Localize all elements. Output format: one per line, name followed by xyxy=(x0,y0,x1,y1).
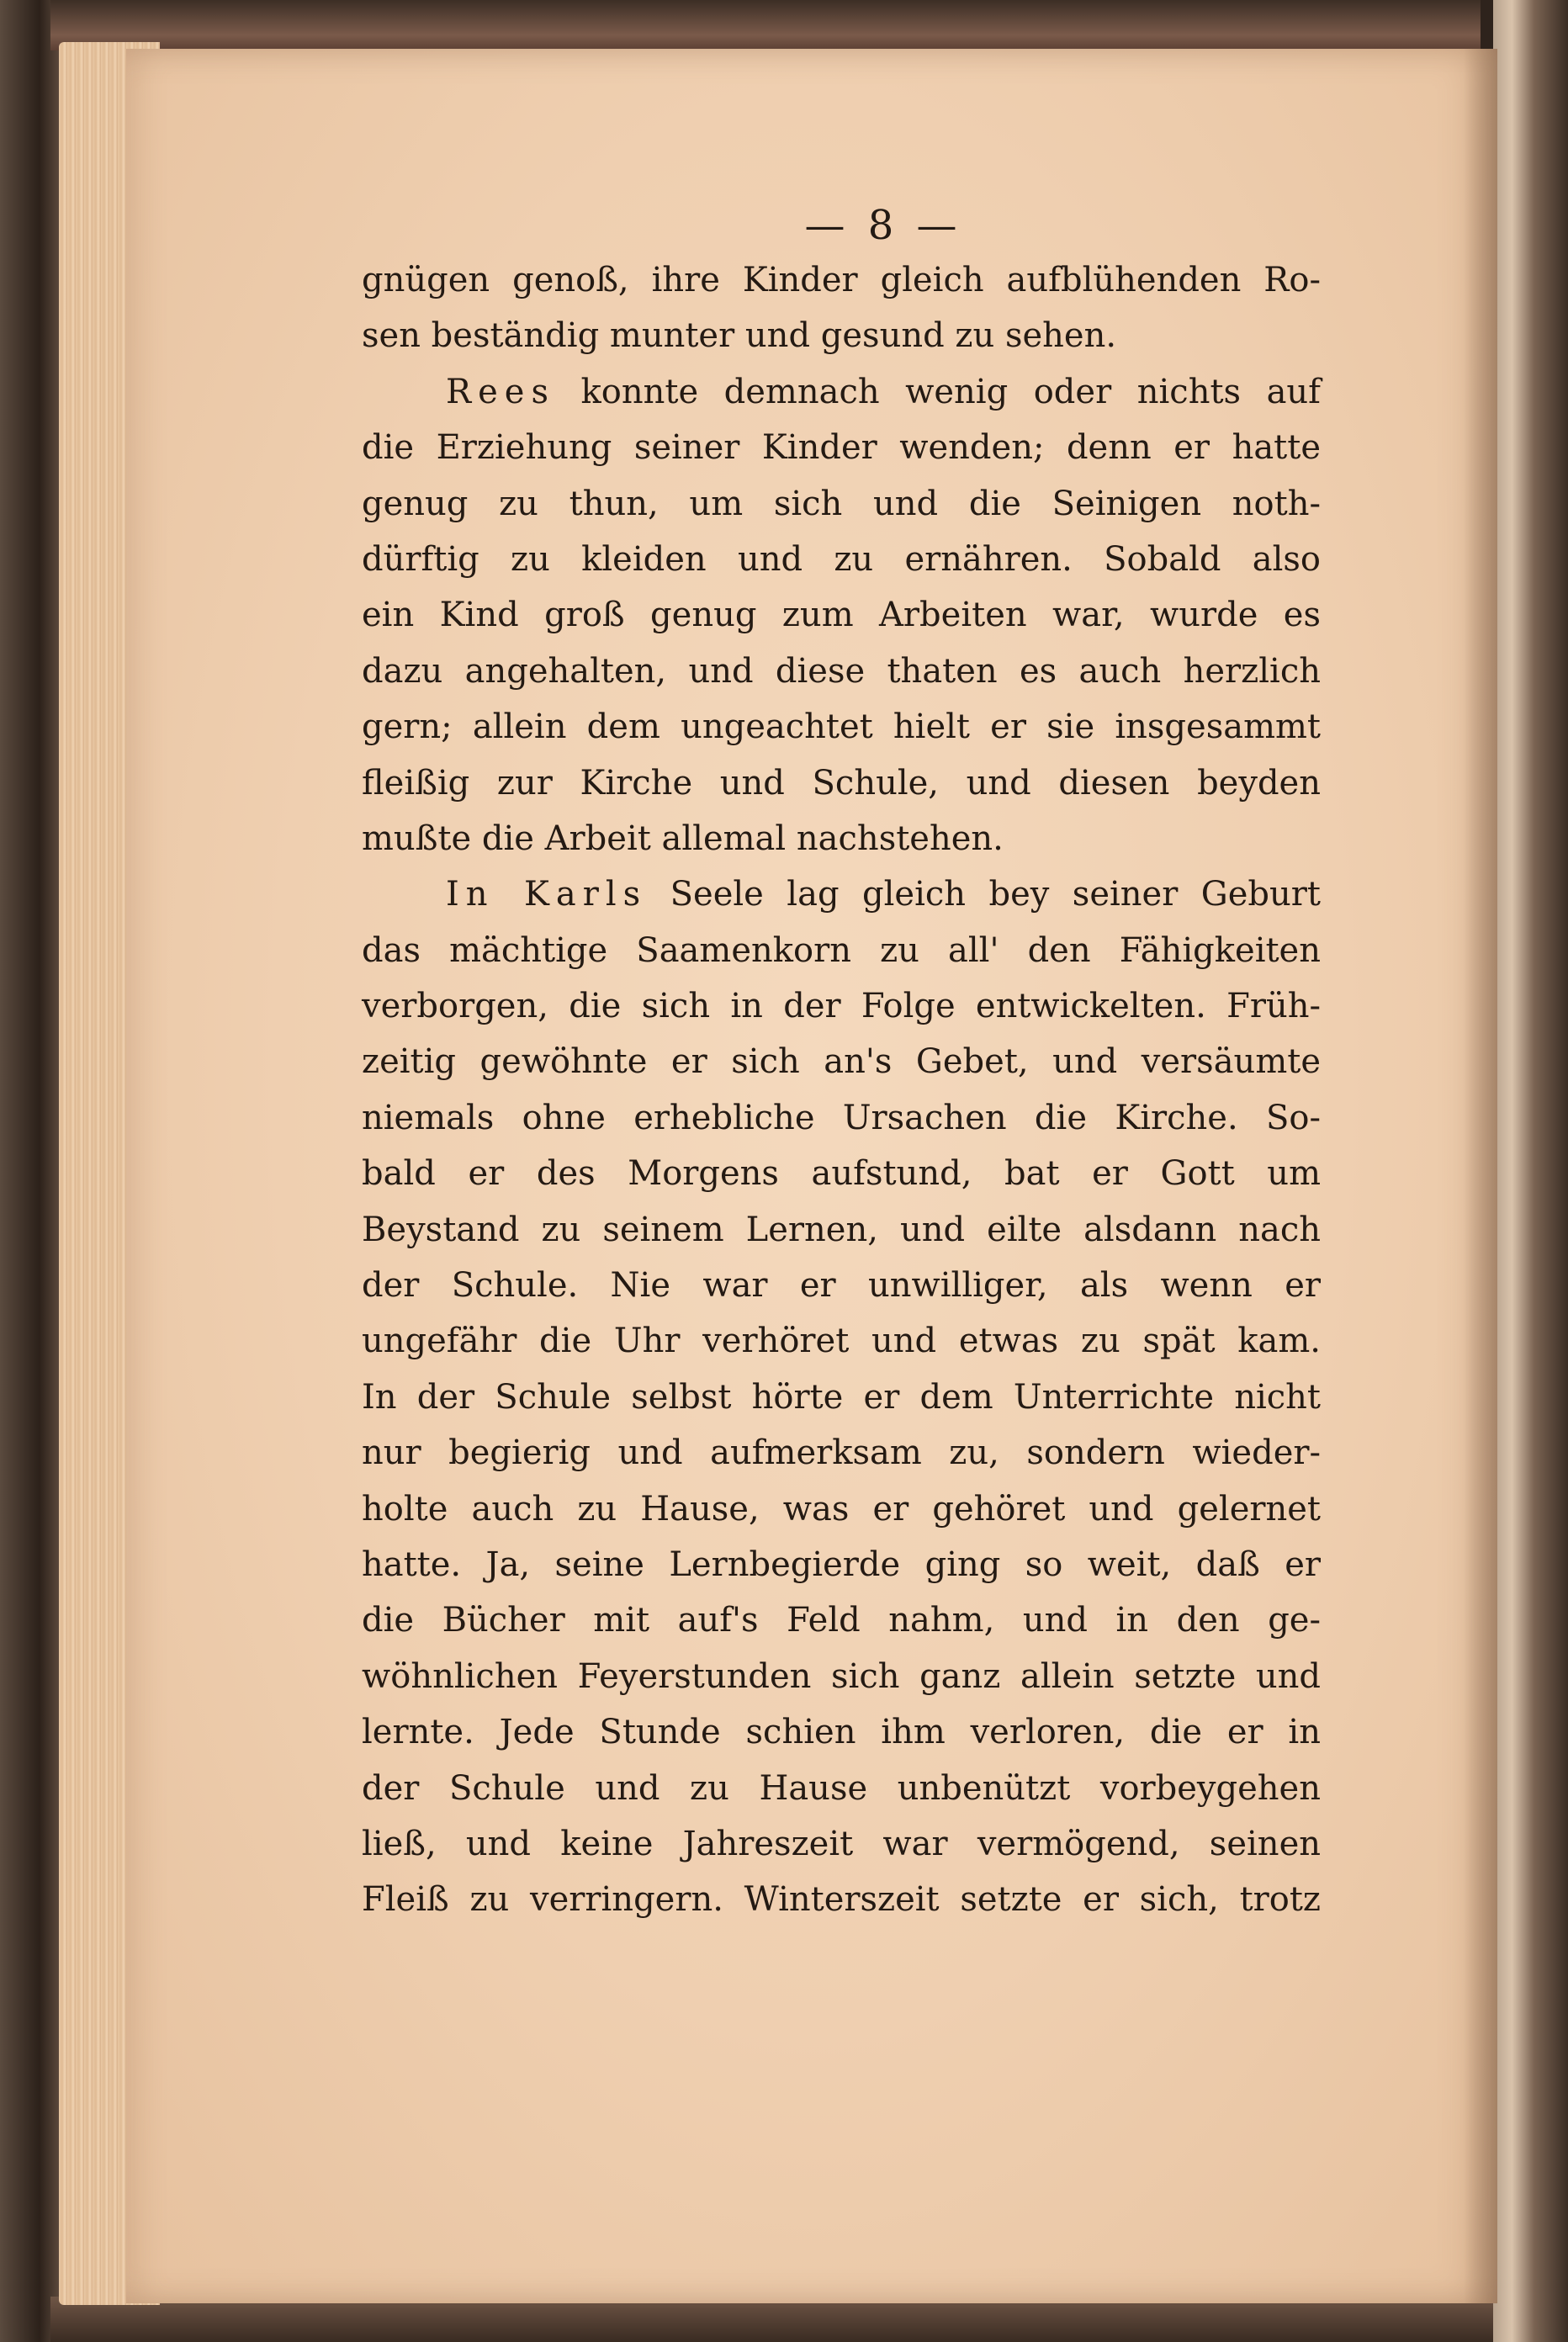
text-line-4: die Erziehung seiner Kinder wenden; denn er hatte xyxy=(362,428,1321,468)
text-line-12: In Karls Seele lag gleich bey seiner Geburt xyxy=(446,875,1321,914)
text-line-21: In der Schule selbst hörte er dem Unterrichte nicht xyxy=(362,1377,1321,1417)
text-line-9: gern; allein dem ungeachtet hielt er sie insgesammt xyxy=(362,707,1321,747)
text-line-1: gnügen genoß, ihre Kinder gleich aufblühenden Ro- xyxy=(362,261,1321,299)
text-line-13: das mächtige Saamenkorn zu all' den Fähigkeiten xyxy=(362,930,1321,970)
book-spine-right xyxy=(1493,0,1568,2342)
text-line-22: nur begierig und aufmerksam zu, sondern wieder- xyxy=(362,1433,1321,1473)
text-line-7: ein Kind groß genug zum Arbeiten war, wurde es xyxy=(362,596,1321,635)
text-line-17: bald er des Morgens aufstund, bat er Gott um xyxy=(362,1154,1321,1194)
name-karls: In Karls xyxy=(446,875,648,914)
text-line-20: ungefähr die Uhr verhöret und etwas zu spät kam. xyxy=(362,1322,1321,1361)
page-number: — 8 — xyxy=(804,202,962,249)
book-cover-left-edge xyxy=(0,0,66,2342)
text-line-14: verborgen, die sich in der Folge entwickelten. Früh- xyxy=(362,987,1321,1026)
text-line-5: genug zu thun, um sich und die Seinigen noth- xyxy=(362,484,1321,523)
text-line-26: wöhnlichen Feyerstunden sich ganz allein setzte und xyxy=(362,1656,1321,1696)
text-line-8: dazu angehalten, und diese thaten es auch herzlich xyxy=(362,651,1321,691)
text-line-11: mußte die Arbeit allemal nachstehen. xyxy=(362,819,1004,858)
text-line-18: Beystand zu seinem Lernen, und eilte alsdann nach xyxy=(362,1210,1321,1249)
text-line-6: dürftig zu kleiden und zu ernähren. Sobald also xyxy=(362,539,1321,579)
text-line-30: Fleiß zu verringern. Winterszeit setzte er sich, trotz xyxy=(362,1880,1321,1920)
text-line-2: sen beständig munter und gesund zu sehen. xyxy=(362,316,1117,356)
text-line-3: Rees konnte demnach wenig oder nichts auf xyxy=(446,372,1321,411)
text-line-25: die Bücher mit auf's Feld nahm, und in den ge- xyxy=(362,1601,1321,1640)
name-rees: Rees xyxy=(446,372,555,411)
text-line-28: der Schule und zu Hause unbenützt vorbeygehen xyxy=(362,1768,1321,1808)
body-text xyxy=(362,252,1321,1928)
text-line-27: lernte. Jede Stunde schien ihm verloren, die er in xyxy=(362,1713,1321,1752)
text-line-23: holte auch zu Hause, was er gehöret und gelernet xyxy=(362,1489,1321,1529)
book-cover-top-edge xyxy=(50,0,1481,50)
text-line-24: hatte. Ja, seine Lernbegierde ging so weit, daß er xyxy=(362,1545,1321,1584)
text-line-29: ließ, und keine Jahreszeit war vermögend, seinen xyxy=(362,1824,1321,1863)
text-line-15: zeitig gewöhnte er sich an's Gebet, und versäumte xyxy=(362,1042,1321,1082)
text-line-10: fleißig zur Kirche und Schule, und diesen beyden xyxy=(362,763,1321,803)
text-line-16: niemals ohne erhebliche Ursachen die Kirche. So- xyxy=(362,1098,1321,1137)
book-cover-bottom-edge xyxy=(50,2297,1497,2342)
page-gutter-shadow xyxy=(1464,49,1497,2303)
text-line-19: der Schule. Nie war er unwilliger, als wenn er xyxy=(362,1266,1321,1306)
